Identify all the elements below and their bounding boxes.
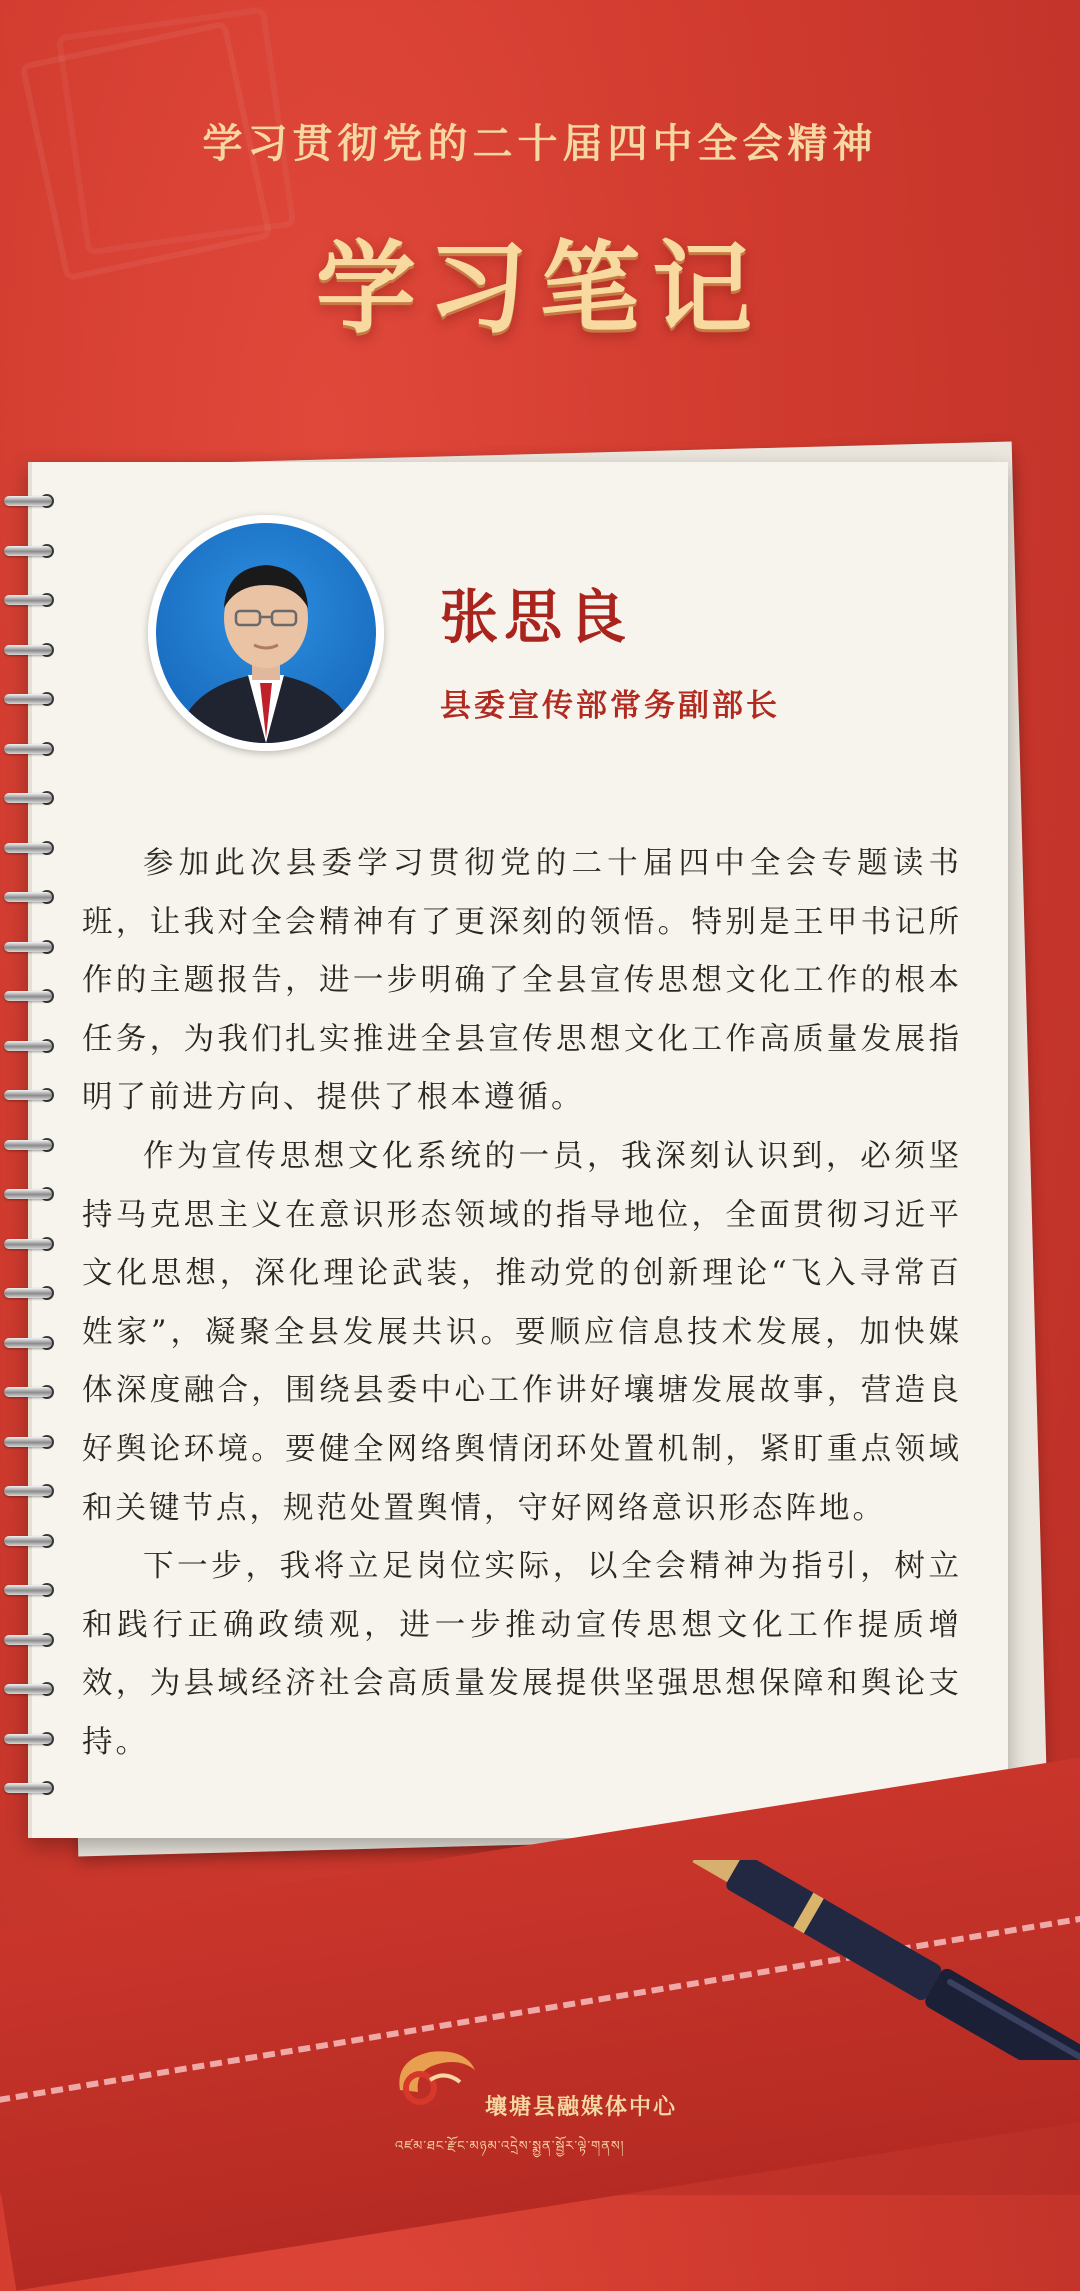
- portrait-image: [156, 523, 376, 743]
- brand-name-tibetan: འཛམ་ཐང་རྫོང་མཉམ་འདྲེས་སྨྱན་སྦྱོར་ལྟེ་གནས།: [395, 2139, 625, 2154]
- spiral-ring: [4, 540, 64, 562]
- spiral-ring: [4, 936, 64, 958]
- person-title: 县委宣传部常务副部长: [440, 688, 780, 724]
- spiral-ring: [4, 985, 64, 1007]
- spiral-ring: [4, 1777, 64, 1799]
- spiral-ring: [4, 1183, 64, 1205]
- spiral-ring: [4, 1233, 64, 1255]
- spiral-ring: [4, 589, 64, 611]
- spiral-ring: [4, 1629, 64, 1651]
- spiral-ring: [4, 1332, 64, 1354]
- fountain-pen-icon: [590, 1860, 1080, 2060]
- paragraph-3: 下一步，我将立足岗位实际，以全会精神为指引，树立和践行正确政绩观，进一步推动宣传思想文化工作提质增效，为县域经济社会高质量发展提供坚强思想保障和舆论支持。: [82, 1549, 962, 1760]
- avatar: [148, 515, 384, 751]
- header-subtitle: 学习贯彻党的二十届四中全会精神: [202, 121, 878, 167]
- article-body: [82, 835, 962, 1773]
- spiral-ring: [4, 639, 64, 661]
- spiral-ring: [4, 1431, 64, 1453]
- header-title: 学习笔记: [316, 230, 764, 347]
- spiral-ring: [4, 490, 64, 512]
- spiral-ring: [4, 1035, 64, 1057]
- spiral-ring: [4, 1084, 64, 1106]
- spiral-ring: [4, 1134, 64, 1156]
- spiral-ring: [4, 787, 64, 809]
- spiral-ring: [4, 1282, 64, 1304]
- spiral-ring: [4, 1381, 64, 1403]
- spiral-ring: [4, 1728, 64, 1750]
- spiral-ring: [4, 1530, 64, 1552]
- brand-name: 壤塘县融媒体中心: [485, 2095, 678, 2120]
- media-center-logo-icon: [390, 2040, 480, 2110]
- spiral-ring: [4, 688, 64, 710]
- paragraph-1: 参加此次县委学习贯彻党的二十届四中全会专题读书班，让我对全会精神有了更深刻的领悟。特别是王甲书记所作的主题报告，进一步明确了全县宣传思想文化工作的根本任务，为我们扎实推进全县宣传思想文化工作高质量发展指明了前进方向、提供了根本遵循。: [82, 846, 962, 1116]
- paragraph-2: 作为宣传思想文化系统的一员，我深刻认识到，必须坚持马克思主义在意识形态领域的指导地位，全面贯彻习近平文化思想，深化理论武装，推动党的创新理论“飞入寻常百姓家”，凝聚全县发展共识。要顺应信息技术发展，加快媒体深度融合，围绕县委中心工作讲好壤塘发展故事，营造良好舆论环境。要健全网络舆情闭环处置机制，紧盯重点领域和关键节点，规范处置舆情，守好网络意识形态阵地。: [82, 1138, 962, 1526]
- spiral-ring: [4, 1678, 64, 1700]
- spiral-ring: [4, 1579, 64, 1601]
- spiral-ring: [4, 1480, 64, 1502]
- spiral-ring: [4, 738, 64, 760]
- spiral-ring: [4, 837, 64, 859]
- person-name: 张思良: [440, 583, 633, 651]
- spiral-ring: [4, 886, 64, 908]
